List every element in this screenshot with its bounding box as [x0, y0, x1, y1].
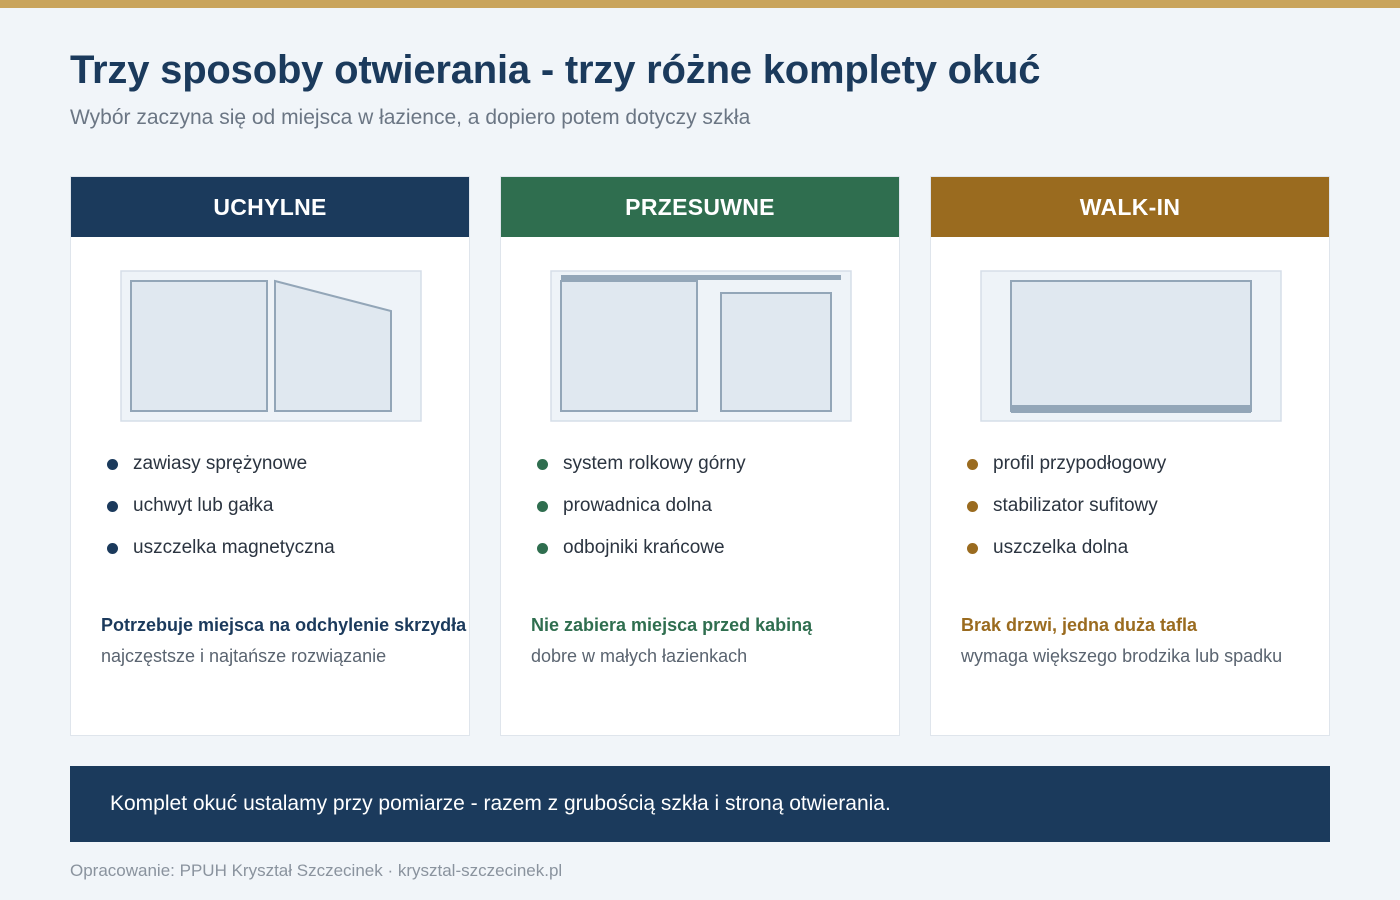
list-item: stabilizator sufitowy	[967, 495, 1166, 537]
bullet-dot-icon	[107, 543, 118, 554]
list-item: uszczelka dolna	[967, 537, 1166, 579]
feature-list	[537, 453, 746, 579]
list-item: prowadnica dolna	[537, 495, 746, 537]
card-note-text: wymaga większego brodzika lub spadku	[961, 646, 1283, 666]
bullet-dot-icon	[107, 501, 118, 512]
bullet-dot-icon	[107, 459, 118, 470]
card-uchylne	[70, 176, 470, 736]
card-header: UCHYLNE	[71, 177, 469, 237]
card-note-title: Nie zabiera miejsca przed kabiną	[531, 615, 813, 635]
footer-credit: Opracowanie: PPUH Kryształ Szczecinek · krysztal-szczecinek.pl	[70, 861, 563, 880]
card-walk-in	[930, 176, 1330, 736]
list-item: uszczelka magnetyczna	[107, 537, 335, 579]
card-note-title: Potrzebuje miejsca na odchylenie skrzydła	[101, 615, 467, 635]
card-note-title: Brak drzwi, jedna duża tafla	[961, 615, 1198, 635]
bullet-dot-icon	[537, 459, 548, 470]
bullet-dot-icon	[967, 501, 978, 512]
page-subtitle: Wybór zaczyna się od miejsca w łazience, a dopiero potem dotyczy szkła	[70, 106, 751, 129]
list-item: profil przypodłogowy	[967, 453, 1166, 495]
list-item: system rolkowy górny	[537, 453, 746, 495]
page-title: Trzy sposoby otwierania - trzy różne komplety okuć	[70, 48, 1041, 92]
bullet-dot-icon	[537, 501, 548, 512]
bullet-dot-icon	[967, 459, 978, 470]
feature-list	[107, 453, 335, 579]
card-header: WALK-IN	[931, 177, 1329, 237]
walk-in-panel-icon	[980, 270, 1282, 422]
list-item: zawiasy sprężynowe	[107, 453, 335, 495]
card-note-text: dobre w małych łazienkach	[531, 646, 748, 666]
info-banner: Komplet okuć ustalamy przy pomiarze - razem z grubością szkła i stroną otwierania.	[70, 766, 1330, 842]
bullet-dot-icon	[967, 543, 978, 554]
top-accent-bar	[0, 0, 1400, 8]
list-item: uchwyt lub gałka	[107, 495, 335, 537]
list-item: odbojniki krańcowe	[537, 537, 746, 579]
feature-list	[967, 453, 1166, 579]
sliding-door-icon	[550, 270, 852, 422]
card-note-text: najczęstsze i najtańsze rozwiązanie	[101, 646, 387, 666]
card-przesuwne	[500, 176, 900, 736]
bullet-dot-icon	[537, 543, 548, 554]
hinged-door-icon	[120, 270, 422, 422]
card-header: PRZESUWNE	[501, 177, 899, 237]
